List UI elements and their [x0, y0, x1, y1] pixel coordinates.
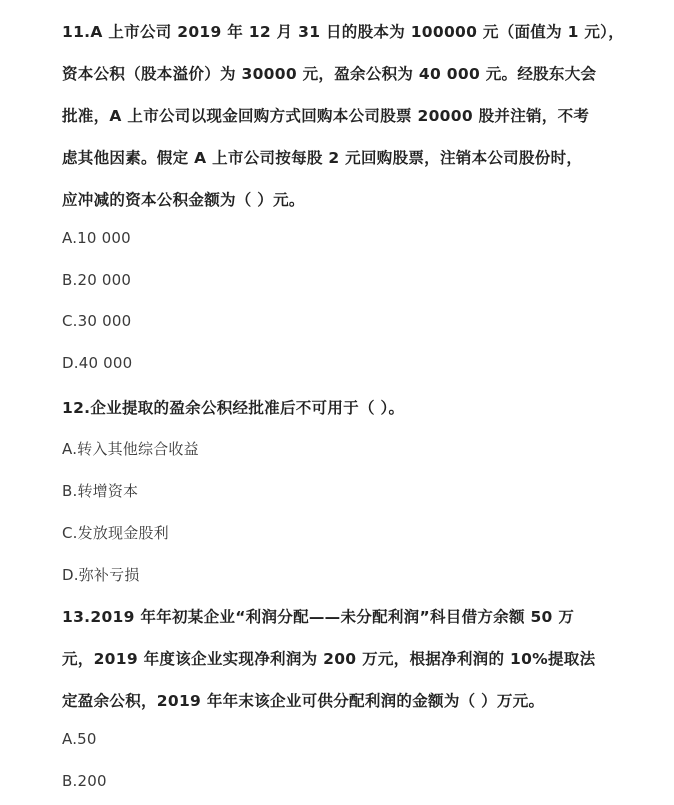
question-11-line-1: 11.A 上市公司 2019 年 12 月 31 日的股本为 100000 元（面值为 1 元），: [62, 23, 625, 41]
question-11-line-5: 应冲减的资本公积金额为（ ）元。: [62, 191, 305, 209]
question-12-option-d: D.弥补亏损: [62, 566, 140, 584]
question-11-option-b: B.20 000: [62, 271, 132, 289]
question-11-option-a: A.10 000: [62, 229, 131, 247]
question-13-option-a: A.50: [62, 730, 97, 748]
question-13-option-b: B.200: [62, 772, 107, 790]
question-13-line-1: 13.2019 年年初某企业“利润分配——未分配利润”科目借方余额 50 万: [62, 608, 575, 626]
question-12-line-1: 12.企业提取的盈余公积经批准后不可用于（ ）。: [62, 399, 405, 417]
question-11-line-3: 批准，A 上市公司以现金回购方式回购本公司股票 20000 股并注销，不考: [62, 107, 590, 125]
question-13-line-2: 元，2019 年度该企业实现净利润为 200 万元，根据净利润的 10%提取法: [62, 650, 596, 668]
question-12-option-a: A.转入其他综合收益: [62, 440, 199, 458]
question-11-option-c: C.30 000: [62, 312, 132, 330]
question-11-line-2: 资本公积（股本溢价）为 30000 元，盈余公积为 40 000 元。经股东大会: [62, 65, 597, 83]
question-12-option-b: B.转增资本: [62, 482, 139, 500]
question-12-option-c: C.发放现金股利: [62, 524, 169, 542]
question-11-line-4: 虑其他因素。假定 A 上市公司按每股 2 元回购股票，注销本公司股份时，: [62, 149, 583, 167]
question-11-option-d: D.40 000: [62, 354, 133, 372]
question-13-line-3: 定盈余公积，2019 年年末该企业可供分配利润的金额为（ ）万元。: [62, 692, 545, 710]
